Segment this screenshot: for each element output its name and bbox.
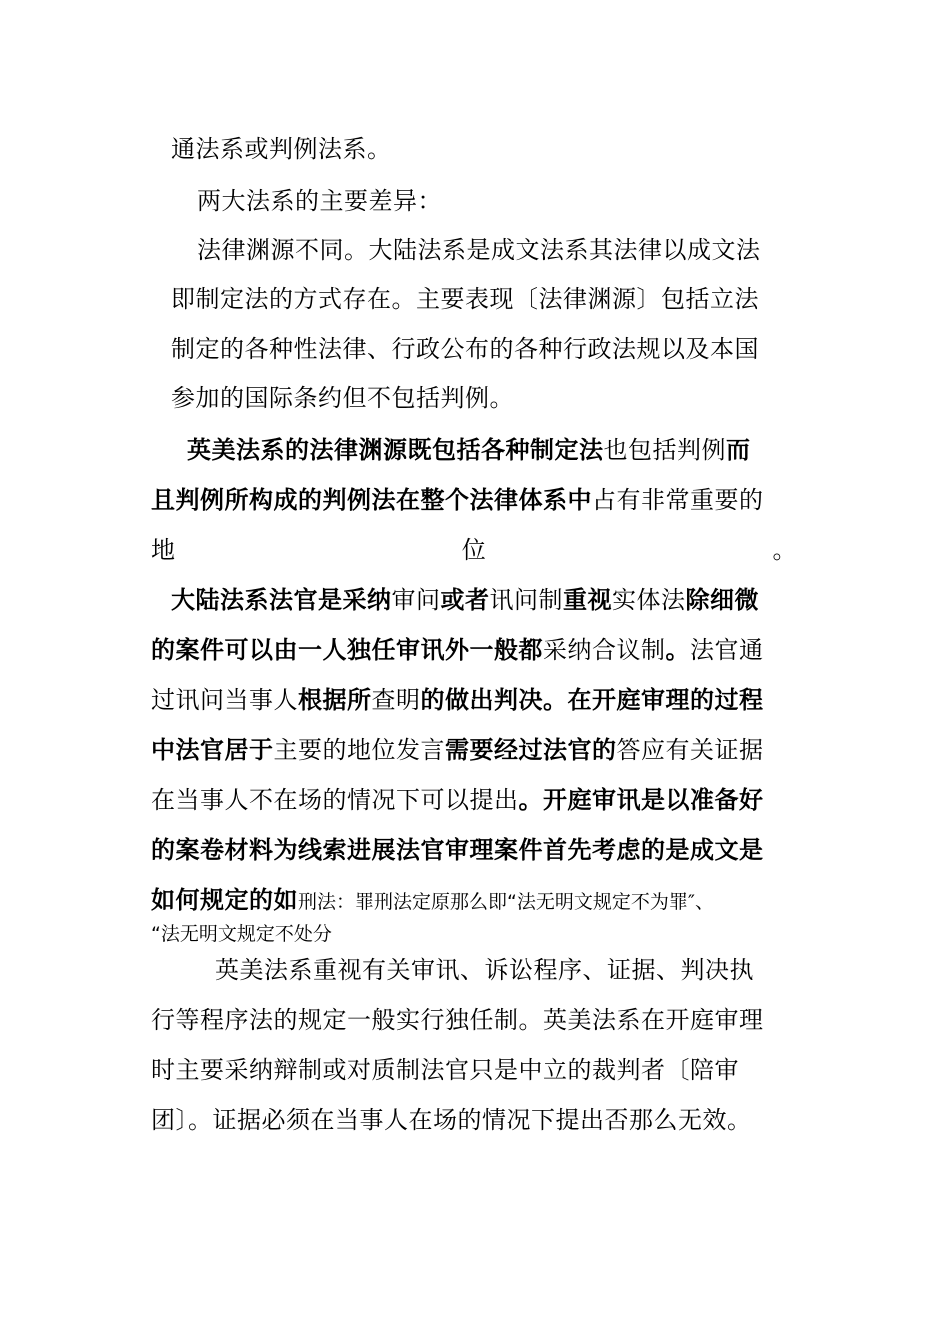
procedure-line-3: 时主要采纳辩制或对质制法官只是中立的裁判者〔陪审 (151, 1056, 739, 1084)
continental-line-6: 的案卷材料为线索进展法官审理案件首先考虑的是成文是 (151, 835, 764, 864)
source-line-1: 法律渊源不同。大陆法系是成文法系其法律以成文法 (197, 236, 761, 264)
bold-text: 的案件可以由一人独任审讯外一般都 (151, 635, 543, 664)
source-line-3: 制定的各种性法律、行政公布的各种行政法规以及本国 (171, 335, 759, 363)
source-line-4: 参加的国际条约但不包括判例。 (171, 384, 514, 412)
plain-text: 占有非常重要的 (592, 486, 764, 514)
bold-text: 的做出判决。在开庭审理的过程 (420, 685, 764, 714)
plain-text: 讯问制 (489, 586, 563, 614)
bold-text: 。 (665, 635, 690, 664)
continental-line-4 (151, 733, 764, 767)
procedure-line-2: 行等程序法的规定一般实行独任制。英美法系在开庭审理 (151, 1006, 764, 1034)
plain-text: 。 (772, 536, 797, 564)
continental-line-7 (151, 883, 714, 917)
continental-line-1 (171, 583, 759, 617)
plain-text: 位 (461, 536, 487, 564)
source-line-2: 即制定法的方式存在。主要表现〔法律渊源〕包括立法 (171, 285, 759, 313)
paragraph-tail: 通法系或判例法系。 (171, 135, 392, 163)
bold-text: 大陆法系法官是采纳 (171, 585, 392, 614)
bold-text: 且判例所构成的判例法在整个法律体系中 (151, 485, 592, 514)
bold-text: 除细微 (685, 585, 759, 614)
section-heading: 两大法系的主要差异： (197, 187, 442, 215)
plain-text: 也包括判例 (603, 436, 726, 464)
bold-text: 英美法系的法律渊源既包括各种制定法 (187, 435, 604, 464)
procedure-line-1: 英美法系重视有关审讯、诉讼程序、证据、判决执 (215, 956, 754, 984)
plain-text: 审问 (391, 586, 441, 614)
plain-text: 主要的地位发言 (273, 736, 445, 764)
anglo-line-1 (187, 433, 751, 467)
plain-text: 地 (151, 536, 176, 564)
continental-line-3 (151, 683, 764, 717)
bold-text: 重视 (563, 585, 612, 614)
anglo-line-3 (151, 533, 797, 567)
plain-text: 查明 (371, 686, 421, 714)
bold-text: 中法官居于 (151, 735, 274, 764)
bold-text: 。开庭审讯是以准备好 (518, 785, 764, 814)
continental-line-2 (151, 633, 764, 667)
bold-text: 而 (726, 435, 751, 464)
plain-text: 过讯问当事人 (151, 686, 298, 714)
continental-line-5 (151, 783, 764, 817)
procedure-line-4: 团〕。证据必须在当事人在场的情况下提出否那么无效。 (151, 1106, 752, 1134)
bold-text: 如何规定的如 (151, 885, 298, 914)
bold-text: 或者 (440, 585, 490, 614)
anglo-line-2 (151, 483, 764, 517)
plain-text: 实体法 (612, 586, 686, 614)
plain-text: 在当事人不在场的情况下可以提出 (151, 786, 519, 814)
bold-text: 根据所 (298, 685, 372, 714)
continental-line-8: “法无明文规定不处分 (151, 923, 332, 945)
plain-text: 刑法：罪刑法定原那么即“法无明文规定不为罪″、 (298, 891, 714, 913)
plain-text: 采纳合议制 (543, 636, 666, 664)
plain-text: 法官通 (690, 636, 764, 664)
bold-text: 需要经过法官的 (445, 735, 617, 764)
plain-text: 答应有关证据 (616, 736, 764, 764)
